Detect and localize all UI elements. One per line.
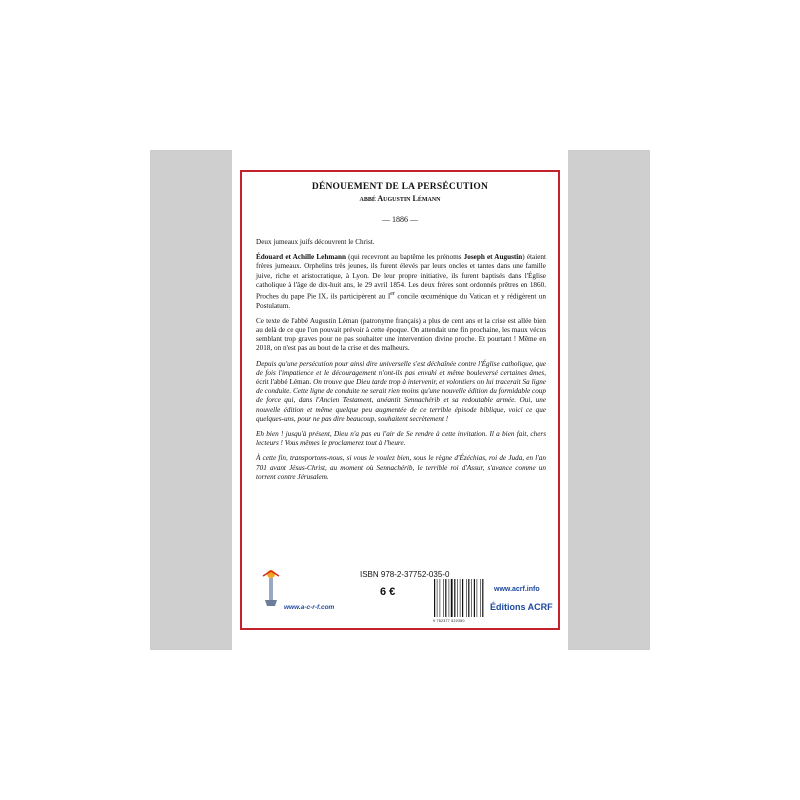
book-back-cover xyxy=(240,170,560,630)
paragraph-1: Deux jumeaux juifs découvrent le Christ. xyxy=(256,238,375,246)
price-label: 6 € xyxy=(380,586,396,598)
publication-year: — 1886 — xyxy=(382,215,418,224)
left-side-panel xyxy=(150,150,232,650)
barcode-icon xyxy=(433,579,485,619)
paragraph-5: Eh bien ! jusqu'à présent, Dieu n'a pas eu l'air de Se rendre à cette invitation. Il a bien fait, chers lecteurs ! Vous mêmes le proclamerez tout à l'heure. xyxy=(256,430,546,448)
paragraph-2: Édouard et Achille Lehmann (qui recevront au baptême les prénoms Joseph et Augustin) étaient frères jumeaux. Orphelins très jeunes, ils furent élevés par leurs oncles et tantes dans une famille juive, riche et aristocratique, à Lyon. De leur propre initiative, ils furent baptisés dans l'Église catholique à l'âge de dix-huit ans, le 29 avril 1854. Les deux frères sont ordonnés prêtres en 1860. Proches du pape Pie IX, ils participèrent au Ier concile œcuménique du Vatican et y rédigèrent un Postulatum. xyxy=(256,253,546,310)
right-side-panel xyxy=(568,150,650,650)
book-title: DÉNOUEMENT DE LA PERSÉCUTION xyxy=(311,182,489,192)
barcode-number: 9 782377 520350 xyxy=(433,619,465,623)
paragraph-6: À cette fin, transportons-nous, si vous le voulez bien, sous le règne d'Ézéchias, roi de Juda, en l'an 701 avant Jésus-Christ, au moment où Sennachérib, le terrible roi d'Assur, s'avance comme un torrent contre Jérusalem. xyxy=(256,454,546,481)
back-cover-text xyxy=(256,238,546,488)
paragraph-3: Ce texte de l'abbé Augustin Léman (patronyme français) a plus de cent ans et la crise est allée bien au delà de ce que l'on pouvait prévoir à cette époque. On attendait une fin prochaine, les maux vécus semblant trop graves pour ne pas souhaiter une intervention divine proche. Et pourtant ! Même en 2018, on n'est pas au bout de la crise et des malheurs. xyxy=(256,316,546,353)
acrf-logo-icon xyxy=(260,568,282,608)
book-author: abbé Augustin Lémann xyxy=(359,194,441,203)
website-link-right[interactable]: www.acrf.info xyxy=(494,586,540,593)
isbn-label: ISBN 978-2-37752-035-0 xyxy=(360,570,450,579)
publisher-name: Éditions ACRF xyxy=(490,602,553,612)
website-link-left[interactable]: www.a-c-r-f.com xyxy=(284,604,335,611)
paragraph-4: Depuis qu'une persécution pour ainsi dire universelle s'est déchaînée contre l'Église catholique, que de fois l'impatience et le découragement n'ont-ils pas envahi et même bouleversé certaines âmes, écrit l'abbé Léman. On trouve que Dieu tarde trop à intervenir, et volontiers on lui tracerait Sa ligne de conduite. Cette ligne de conduite ne serait rien moins qu'une nouvelle édition du formidable coup de force qui, dans l'Ancien Testament, anéantit Sennachérib et sa redoutable armée. Oui, une nouvelle édition et même quelque peu augmentée de ce terrible épisode biblique, voici ce que quelques-uns, pour ne pas dire beaucoup, souhaitent secrètement ! xyxy=(256,359,546,423)
